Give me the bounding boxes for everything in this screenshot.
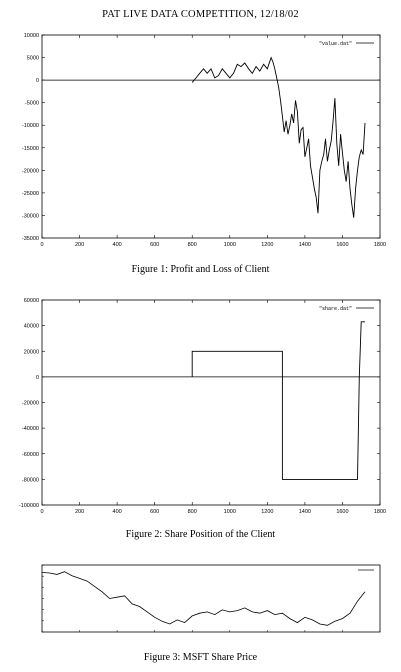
x-tick-label: 200 bbox=[74, 509, 85, 515]
y-tick-label: -5000 bbox=[24, 100, 39, 107]
y-tick-label: 0 bbox=[35, 374, 39, 381]
figure-3-caption: Figure 3: MSFT Share Price bbox=[143, 652, 258, 663]
figure-2 bbox=[19, 298, 386, 515]
y-tick-label: -80000 bbox=[21, 477, 39, 484]
x-tick-label: 1200 bbox=[261, 242, 274, 248]
plot-frame bbox=[42, 35, 380, 238]
x-tick-label: 800 bbox=[187, 509, 197, 515]
x-tick-label: 800 bbox=[187, 242, 197, 248]
plot-frame bbox=[42, 300, 380, 505]
y-tick-label: -35000 bbox=[21, 236, 39, 242]
series-line bbox=[192, 322, 365, 480]
x-tick-label: 1600 bbox=[336, 242, 349, 248]
figure-1 bbox=[22, 33, 386, 248]
y-tick-label: -25000 bbox=[21, 190, 39, 197]
x-tick-label: 0 bbox=[40, 242, 44, 248]
x-tick-label: 1000 bbox=[223, 242, 236, 248]
page-title: PAT LIVE DATA COMPETITION, 12/18/02 bbox=[102, 9, 299, 20]
legend-label: "share.dat" bbox=[318, 306, 352, 312]
y-tick-label: 0 bbox=[35, 78, 39, 85]
x-tick-label: 600 bbox=[150, 242, 160, 248]
y-tick-label: 10000 bbox=[23, 33, 39, 39]
x-tick-label: 400 bbox=[112, 242, 122, 248]
legend-label: "value.dat" bbox=[318, 41, 352, 47]
x-tick-label: 400 bbox=[112, 509, 122, 515]
y-tick-label: -30000 bbox=[21, 213, 39, 220]
y-tick-label: -20000 bbox=[21, 168, 39, 175]
y-tick-label: -10000 bbox=[21, 123, 39, 130]
y-tick-label: 20000 bbox=[23, 349, 39, 356]
x-tick-label: 1000 bbox=[223, 509, 236, 515]
series-line bbox=[192, 58, 365, 218]
x-tick-label: 200 bbox=[74, 242, 85, 248]
y-tick-label: 5000 bbox=[26, 55, 39, 62]
x-tick-label: 0 bbox=[40, 509, 44, 515]
series-line bbox=[42, 572, 365, 626]
figure-2-caption: Figure 2: Share Position of the Client bbox=[125, 529, 276, 540]
x-tick-label: 1400 bbox=[298, 242, 312, 248]
y-tick-label: -60000 bbox=[21, 451, 39, 458]
y-tick-label: -40000 bbox=[21, 426, 39, 433]
figure-1-caption: Figure 1: Profit and Loss of Client bbox=[131, 264, 270, 275]
y-tick-label: -15000 bbox=[21, 145, 39, 152]
x-tick-label: 600 bbox=[150, 509, 160, 515]
plot-frame bbox=[42, 565, 380, 632]
x-tick-label: 1800 bbox=[373, 509, 387, 515]
x-tick-label: 1600 bbox=[336, 509, 349, 515]
x-tick-label: 1200 bbox=[261, 509, 274, 515]
y-tick-label: -100000 bbox=[18, 503, 39, 509]
y-tick-label: 40000 bbox=[23, 323, 39, 330]
x-tick-label: 1400 bbox=[298, 509, 312, 515]
y-tick-label: -20000 bbox=[21, 400, 39, 407]
y-tick-label: 60000 bbox=[23, 298, 39, 304]
figure-3 bbox=[42, 565, 380, 632]
x-tick-label: 1800 bbox=[373, 242, 387, 248]
